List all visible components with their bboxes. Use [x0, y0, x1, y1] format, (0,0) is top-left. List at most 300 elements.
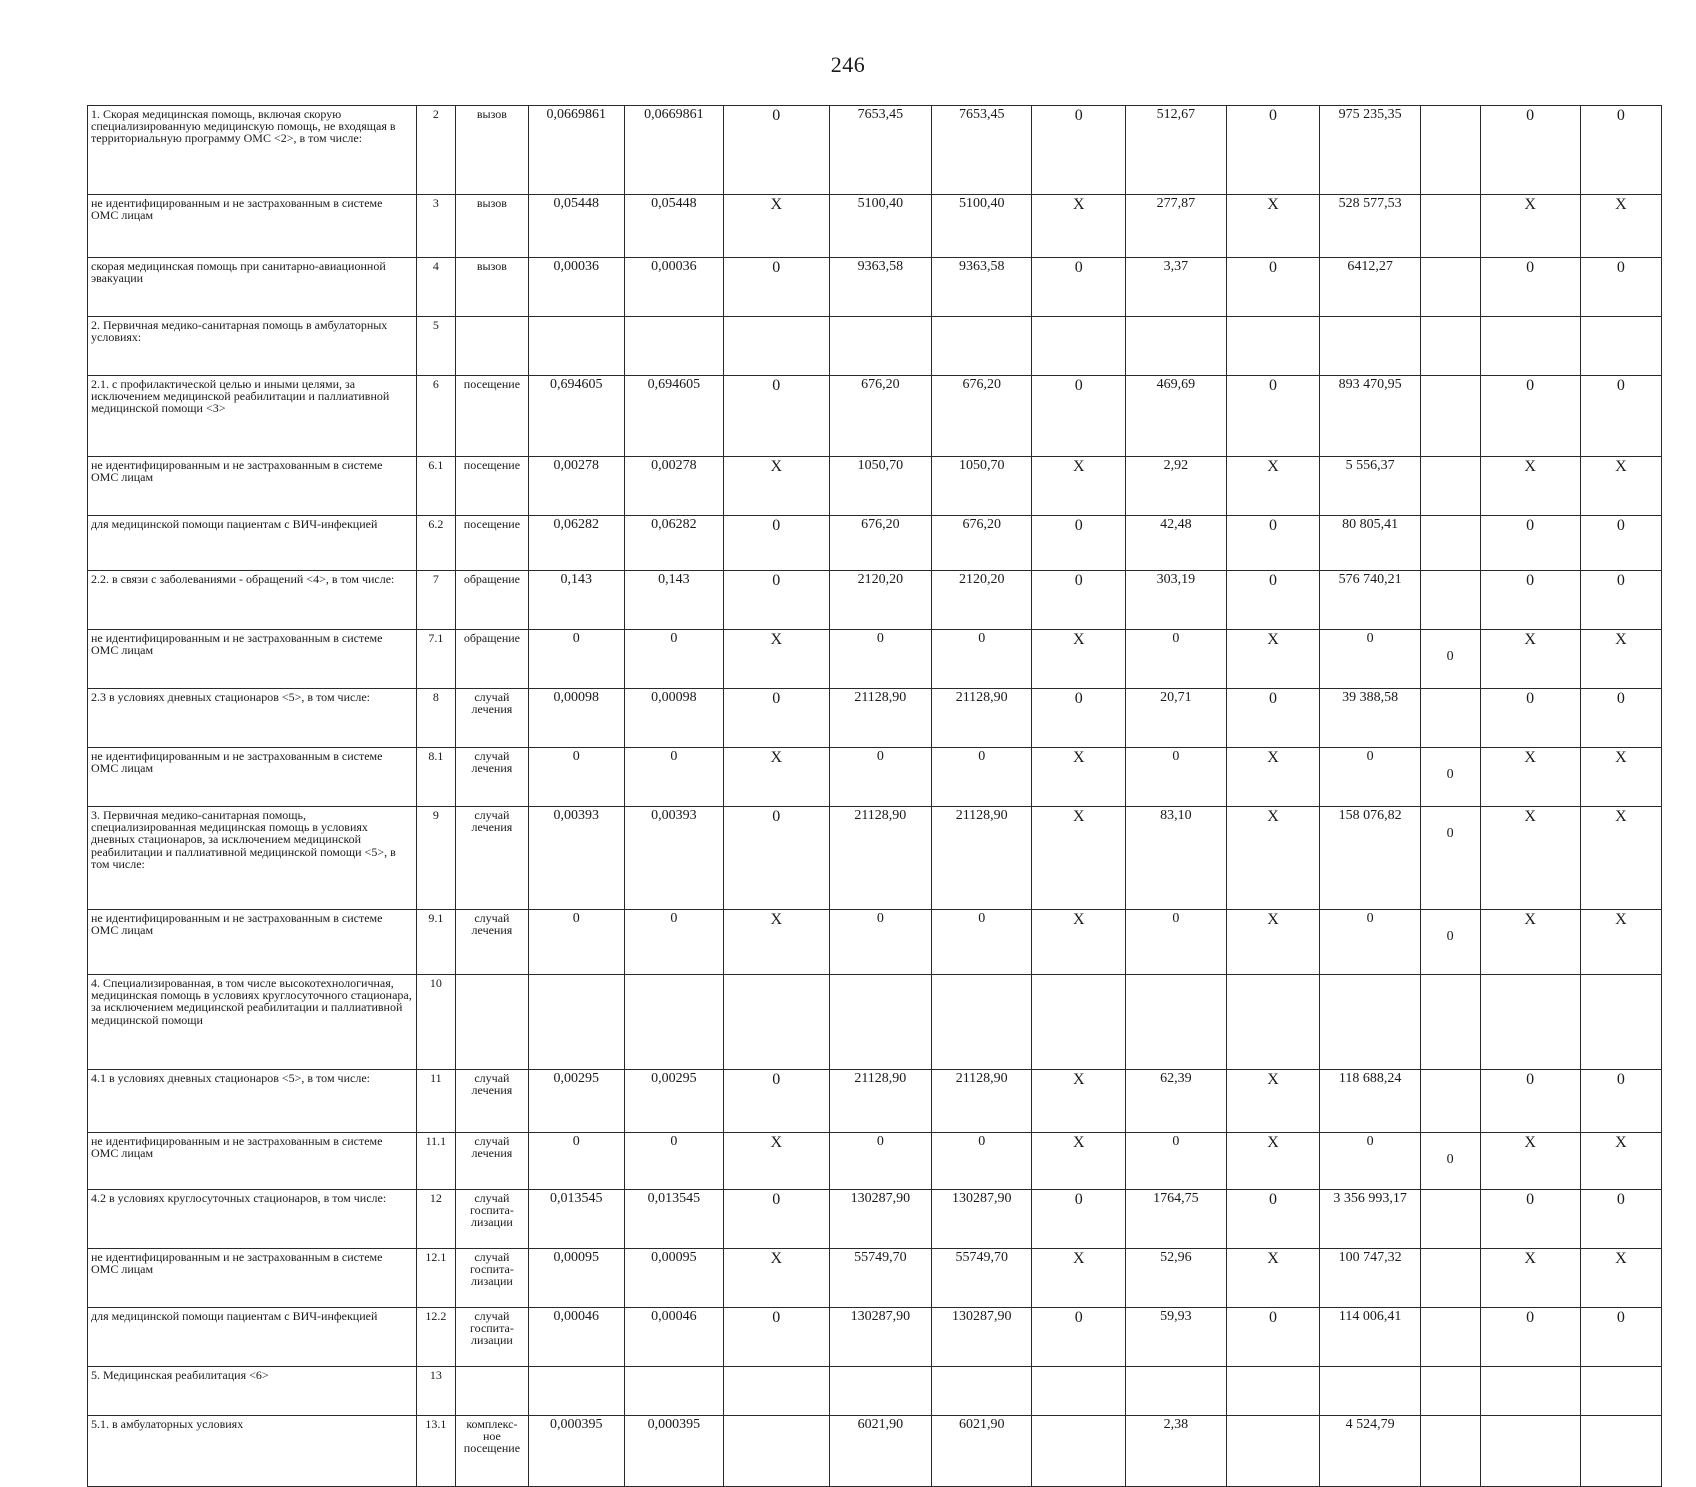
cell-c4: 676,20: [829, 516, 931, 571]
cell-c10: [1420, 376, 1480, 457]
cell-c5: 55749,70: [932, 1249, 1032, 1308]
cell-c3: 0: [723, 516, 829, 571]
cell-name: 4.2 в условиях круглосуточных стационаров, в том числе:: [88, 1190, 417, 1249]
cell-c11: 0: [1480, 516, 1580, 571]
cell-c11: X: [1480, 1133, 1580, 1190]
cell-c10: 0: [1420, 910, 1480, 975]
cell-c2: 0,06282: [624, 516, 723, 571]
table-body: [88, 106, 1662, 1487]
cell-c1: 0,00098: [528, 689, 624, 748]
cell-c2: 0,013545: [624, 1190, 723, 1249]
cell-c11: X: [1480, 195, 1580, 258]
cell-unit: случай лечения: [456, 807, 529, 910]
cell-c6: 0: [1032, 571, 1126, 630]
cell-c4: 7653,45: [829, 106, 931, 195]
cell-c12: [1580, 975, 1661, 1070]
cell-c1: 0,00036: [528, 258, 624, 317]
cell-c7: 2,38: [1126, 1416, 1226, 1487]
cell-c8: 0: [1226, 689, 1320, 748]
cell-c9: 6412,27: [1320, 258, 1420, 317]
cell-c8: X: [1226, 195, 1320, 258]
cell-c4: [829, 1367, 931, 1416]
cell-num: 4: [416, 258, 455, 317]
medical-care-volume-table: [87, 105, 1662, 1487]
cell-c12: [1580, 1367, 1661, 1416]
cell-c4: 6021,90: [829, 1416, 931, 1487]
cell-c5: 130287,90: [932, 1190, 1032, 1249]
cell-c2: 0,00295: [624, 1070, 723, 1133]
cell-num: 7: [416, 571, 455, 630]
cell-c10: 0: [1420, 807, 1480, 910]
cell-c4: 21128,90: [829, 807, 931, 910]
cell-c10: [1420, 571, 1480, 630]
cell-num: 11.1: [416, 1133, 455, 1190]
cell-c3: 0: [723, 1070, 829, 1133]
cell-c12: X: [1580, 195, 1661, 258]
cell-c1: [528, 975, 624, 1070]
cell-c12: 0: [1580, 1308, 1661, 1367]
cell-c2: 0: [624, 910, 723, 975]
table-row: [88, 748, 1662, 807]
table-row: [88, 106, 1662, 195]
cell-unit: посещение: [456, 376, 529, 457]
cell-c5: [932, 975, 1032, 1070]
cell-unit: комплекс-ное посещение: [456, 1416, 529, 1487]
cell-num: 3: [416, 195, 455, 258]
cell-c8: [1226, 975, 1320, 1070]
cell-c2: [624, 317, 723, 376]
cell-name: 2.3 в условиях дневных стационаров <5>, в том числе:: [88, 689, 417, 748]
cell-c11: [1480, 317, 1580, 376]
cell-c4: 0: [829, 1133, 931, 1190]
cell-c4: 0: [829, 910, 931, 975]
cell-c7: 0: [1126, 630, 1226, 689]
cell-name: 2.1. с профилактической целью и иными целями, за исключением медицинской реабилитации и паллиативной медицинской помощи <3>: [88, 376, 417, 457]
cell-c9: 0: [1320, 630, 1420, 689]
cell-c2: 0: [624, 630, 723, 689]
cell-c4: [829, 975, 931, 1070]
cell-c12: X: [1580, 1133, 1661, 1190]
cell-c10: [1420, 258, 1480, 317]
cell-c4: 1050,70: [829, 457, 931, 516]
cell-c3: X: [723, 1249, 829, 1308]
cell-c1: 0,013545: [528, 1190, 624, 1249]
cell-c6: X: [1032, 807, 1126, 910]
cell-c4: 130287,90: [829, 1308, 931, 1367]
cell-unit: посещение: [456, 516, 529, 571]
cell-num: 12.1: [416, 1249, 455, 1308]
cell-c4: 5100,40: [829, 195, 931, 258]
cell-c7: 303,19: [1126, 571, 1226, 630]
cell-c4: 21128,90: [829, 689, 931, 748]
cell-c3: X: [723, 1133, 829, 1190]
cell-unit: случай госпита-лизации: [456, 1190, 529, 1249]
table-row: [88, 1416, 1662, 1487]
cell-num: 10: [416, 975, 455, 1070]
cell-c6: 0: [1032, 258, 1126, 317]
cell-c12: 0: [1580, 516, 1661, 571]
cell-c3: [723, 975, 829, 1070]
cell-c4: 0: [829, 630, 931, 689]
cell-c10: [1420, 106, 1480, 195]
cell-c8: X: [1226, 748, 1320, 807]
cell-c11: X: [1480, 807, 1580, 910]
cell-num: 12.2: [416, 1308, 455, 1367]
cell-c11: X: [1480, 630, 1580, 689]
cell-name: не идентифицированным и не застрахованным в системе ОМС лицам: [88, 195, 417, 258]
cell-c11: X: [1480, 910, 1580, 975]
cell-c11: [1480, 1367, 1580, 1416]
cell-c9: 528 577,53: [1320, 195, 1420, 258]
cell-c5: [932, 317, 1032, 376]
cell-c7: 512,67: [1126, 106, 1226, 195]
cell-c3: X: [723, 457, 829, 516]
cell-c3: 0: [723, 571, 829, 630]
cell-name: не идентифицированным и не застрахованным в системе ОМС лицам: [88, 1133, 417, 1190]
table-row: [88, 910, 1662, 975]
cell-c6: 0: [1032, 1190, 1126, 1249]
cell-c2: 0,000395: [624, 1416, 723, 1487]
cell-c3: 0: [723, 1308, 829, 1367]
cell-num: 11: [416, 1070, 455, 1133]
cell-c3: X: [723, 630, 829, 689]
cell-c1: 0,06282: [528, 516, 624, 571]
cell-c10: [1420, 689, 1480, 748]
cell-c4: [829, 317, 931, 376]
table-row: [88, 1367, 1662, 1416]
cell-c4: 55749,70: [829, 1249, 931, 1308]
cell-c9: 3 356 993,17: [1320, 1190, 1420, 1249]
cell-c6: [1032, 317, 1126, 376]
cell-c1: 0,694605: [528, 376, 624, 457]
cell-name: 4. Специализированная, в том числе высокотехнологичная, медицинская помощь в условиях круглосуточного стационара, за исключением медицинской реабилитации и паллиативной медицинской помощи: [88, 975, 417, 1070]
cell-c5: 0: [932, 630, 1032, 689]
table-row: [88, 317, 1662, 376]
cell-c11: 0: [1480, 258, 1580, 317]
cell-c7: 59,93: [1126, 1308, 1226, 1367]
cell-c9: 0: [1320, 910, 1420, 975]
cell-num: 5: [416, 317, 455, 376]
cell-unit: посещение: [456, 457, 529, 516]
cell-c11: 0: [1480, 1308, 1580, 1367]
cell-c1: [528, 1367, 624, 1416]
table-row: [88, 195, 1662, 258]
cell-c8: X: [1226, 1249, 1320, 1308]
cell-unit: вызов: [456, 258, 529, 317]
cell-c6: X: [1032, 457, 1126, 516]
cell-c2: [624, 1367, 723, 1416]
cell-unit: случай лечения: [456, 748, 529, 807]
table-row: [88, 258, 1662, 317]
cell-c5: 21128,90: [932, 1070, 1032, 1133]
cell-c9: [1320, 317, 1420, 376]
cell-name: 2. Первичная медико-санитарная помощь в амбулаторных условиях:: [88, 317, 417, 376]
cell-c10: [1420, 1190, 1480, 1249]
cell-c1: 0,00095: [528, 1249, 624, 1308]
cell-num: 8.1: [416, 748, 455, 807]
cell-unit: случай госпита-лизации: [456, 1308, 529, 1367]
cell-c9: 0: [1320, 748, 1420, 807]
cell-c8: 0: [1226, 106, 1320, 195]
cell-c5: 676,20: [932, 516, 1032, 571]
cell-c8: X: [1226, 457, 1320, 516]
cell-c7: 83,10: [1126, 807, 1226, 910]
cell-c7: 2,92: [1126, 457, 1226, 516]
cell-c6: X: [1032, 630, 1126, 689]
table-row: [88, 1133, 1662, 1190]
table-row: [88, 807, 1662, 910]
cell-c8: X: [1226, 1070, 1320, 1133]
cell-c3: [723, 317, 829, 376]
cell-name: 4.1 в условиях дневных стационаров <5>, в том числе:: [88, 1070, 417, 1133]
cell-c6: [1032, 1416, 1126, 1487]
cell-c10: [1420, 516, 1480, 571]
cell-c12: 0: [1580, 1070, 1661, 1133]
cell-name: для медицинской помощи пациентам с ВИЧ-инфекцией: [88, 1308, 417, 1367]
cell-unit: [456, 1367, 529, 1416]
table-row: [88, 571, 1662, 630]
cell-c8: 0: [1226, 516, 1320, 571]
cell-c7: [1126, 317, 1226, 376]
cell-c6: X: [1032, 195, 1126, 258]
cell-c11: [1480, 1416, 1580, 1487]
cell-c8: [1226, 317, 1320, 376]
cell-num: 9.1: [416, 910, 455, 975]
cell-c8: X: [1226, 1133, 1320, 1190]
cell-c12: [1580, 1416, 1661, 1487]
cell-c11: 0: [1480, 1190, 1580, 1249]
cell-c6: 0: [1032, 516, 1126, 571]
cell-c2: 0,0669861: [624, 106, 723, 195]
cell-c9: 100 747,32: [1320, 1249, 1420, 1308]
cell-unit: обращение: [456, 571, 529, 630]
cell-name: 3. Первичная медико-санитарная помощь, специализированная медицинская помощь в условиях дневных стационаров, за исключением медицинской реабилитации и паллиативной медицинской помощи <5>, в том числе:: [88, 807, 417, 910]
table-row: [88, 1070, 1662, 1133]
cell-unit: случай лечения: [456, 689, 529, 748]
cell-name: скорая медицинская помощь при санитарно-авиационной эвакуации: [88, 258, 417, 317]
cell-num: 2: [416, 106, 455, 195]
cell-c10: [1420, 317, 1480, 376]
cell-c7: [1126, 1367, 1226, 1416]
cell-c7: 0: [1126, 910, 1226, 975]
cell-name: 5. Медицинская реабилитация <6>: [88, 1367, 417, 1416]
cell-c10: 0: [1420, 630, 1480, 689]
table-row: [88, 975, 1662, 1070]
cell-c4: 21128,90: [829, 1070, 931, 1133]
cell-c2: 0,694605: [624, 376, 723, 457]
cell-c12: 0: [1580, 376, 1661, 457]
cell-num: 8: [416, 689, 455, 748]
cell-c10: [1420, 975, 1480, 1070]
cell-unit: обращение: [456, 630, 529, 689]
cell-c5: 21128,90: [932, 689, 1032, 748]
cell-c1: 0: [528, 748, 624, 807]
cell-unit: вызов: [456, 195, 529, 258]
cell-c8: X: [1226, 630, 1320, 689]
cell-c1: 0,00393: [528, 807, 624, 910]
table-row: [88, 689, 1662, 748]
cell-c7: 3,37: [1126, 258, 1226, 317]
cell-unit: случай лечения: [456, 1133, 529, 1190]
cell-c11: 0: [1480, 106, 1580, 195]
cell-c9: 893 470,95: [1320, 376, 1420, 457]
cell-name: 1. Скорая медицинская помощь, включая скорую специализированную медицинскую помощь, не входящая в территориальную программу ОМС <2>, в том числе:: [88, 106, 417, 195]
cell-c2: 0: [624, 1133, 723, 1190]
cell-name: 5.1. в амбулаторных условиях: [88, 1416, 417, 1487]
cell-c12: X: [1580, 1249, 1661, 1308]
cell-c5: 676,20: [932, 376, 1032, 457]
cell-c3: 0: [723, 689, 829, 748]
cell-num: 13.1: [416, 1416, 455, 1487]
cell-c1: 0: [528, 630, 624, 689]
cell-c11: X: [1480, 1249, 1580, 1308]
cell-num: 6.1: [416, 457, 455, 516]
table-row: [88, 630, 1662, 689]
cell-c7: [1126, 975, 1226, 1070]
cell-num: 7.1: [416, 630, 455, 689]
cell-c12: 0: [1580, 571, 1661, 630]
cell-c10: [1420, 1249, 1480, 1308]
cell-c6: X: [1032, 1249, 1126, 1308]
cell-c6: 0: [1032, 106, 1126, 195]
cell-c9: 5 556,37: [1320, 457, 1420, 516]
cell-c12: 0: [1580, 258, 1661, 317]
cell-c8: 0: [1226, 1190, 1320, 1249]
cell-unit: [456, 317, 529, 376]
cell-c1: 0: [528, 910, 624, 975]
cell-c11: X: [1480, 457, 1580, 516]
cell-c1: 0,00295: [528, 1070, 624, 1133]
cell-c6: X: [1032, 910, 1126, 975]
cell-c9: 975 235,35: [1320, 106, 1420, 195]
cell-c2: [624, 975, 723, 1070]
cell-c2: 0,00036: [624, 258, 723, 317]
cell-c6: 0: [1032, 376, 1126, 457]
cell-c3: 0: [723, 258, 829, 317]
cell-c7: 62,39: [1126, 1070, 1226, 1133]
cell-c5: 1050,70: [932, 457, 1032, 516]
cell-c1: 0,00278: [528, 457, 624, 516]
cell-c1: 0,143: [528, 571, 624, 630]
cell-c8: X: [1226, 910, 1320, 975]
cell-c9: 158 076,82: [1320, 807, 1420, 910]
cell-c3: X: [723, 195, 829, 258]
cell-c12: [1580, 317, 1661, 376]
cell-c2: 0,00098: [624, 689, 723, 748]
cell-c12: X: [1580, 457, 1661, 516]
cell-c6: [1032, 975, 1126, 1070]
cell-c3: 0: [723, 807, 829, 910]
cell-c12: X: [1580, 748, 1661, 807]
cell-c9: [1320, 1367, 1420, 1416]
cell-c2: 0,00393: [624, 807, 723, 910]
cell-c5: 21128,90: [932, 807, 1032, 910]
cell-c2: 0: [624, 748, 723, 807]
cell-c12: X: [1580, 910, 1661, 975]
table-row: [88, 516, 1662, 571]
cell-c8: 0: [1226, 376, 1320, 457]
cell-c10: [1420, 195, 1480, 258]
cell-c12: 0: [1580, 1190, 1661, 1249]
cell-c1: 0,00046: [528, 1308, 624, 1367]
cell-c6: X: [1032, 1070, 1126, 1133]
cell-c12: X: [1580, 807, 1661, 910]
cell-c10: [1420, 457, 1480, 516]
cell-c12: 0: [1580, 106, 1661, 195]
cell-c9: 0: [1320, 1133, 1420, 1190]
cell-c5: [932, 1367, 1032, 1416]
cell-c1: 0: [528, 1133, 624, 1190]
table-row: [88, 376, 1662, 457]
cell-c8: 0: [1226, 258, 1320, 317]
cell-unit: случай лечения: [456, 1070, 529, 1133]
cell-c7: 469,69: [1126, 376, 1226, 457]
cell-c7: 1764,75: [1126, 1190, 1226, 1249]
cell-c7: 0: [1126, 748, 1226, 807]
cell-c10: [1420, 1070, 1480, 1133]
cell-name: не идентифицированным и не застрахованным в системе ОМС лицам: [88, 910, 417, 975]
cell-c11: 0: [1480, 376, 1580, 457]
cell-c7: 42,48: [1126, 516, 1226, 571]
cell-c7: 20,71: [1126, 689, 1226, 748]
cell-name: 2.2. в связи с заболеваниями - обращений <4>, в том числе:: [88, 571, 417, 630]
cell-c7: 0: [1126, 1133, 1226, 1190]
cell-unit: вызов: [456, 106, 529, 195]
cell-c5: 130287,90: [932, 1308, 1032, 1367]
table-row: [88, 1190, 1662, 1249]
cell-c2: 0,143: [624, 571, 723, 630]
cell-c6: [1032, 1367, 1126, 1416]
cell-c11: X: [1480, 748, 1580, 807]
cell-c7: 52,96: [1126, 1249, 1226, 1308]
cell-num: 12: [416, 1190, 455, 1249]
cell-c9: [1320, 975, 1420, 1070]
cell-c1: 0,0669861: [528, 106, 624, 195]
table-row: [88, 1308, 1662, 1367]
cell-c11: [1480, 975, 1580, 1070]
cell-c10: [1420, 1308, 1480, 1367]
cell-c9: 4 524,79: [1320, 1416, 1420, 1487]
cell-num: 9: [416, 807, 455, 910]
table-row: [88, 1249, 1662, 1308]
cell-c10: 0: [1420, 1133, 1480, 1190]
cell-num: 6: [416, 376, 455, 457]
cell-c5: 9363,58: [932, 258, 1032, 317]
cell-c11: 0: [1480, 571, 1580, 630]
cell-unit: случай госпита-лизации: [456, 1249, 529, 1308]
cell-c3: 0: [723, 376, 829, 457]
cell-c3: 0: [723, 106, 829, 195]
cell-c2: 0,00278: [624, 457, 723, 516]
cell-c6: X: [1032, 748, 1126, 807]
cell-c5: 0: [932, 748, 1032, 807]
cell-c8: [1226, 1367, 1320, 1416]
cell-name: не идентифицированным и не застрахованным в системе ОМС лицам: [88, 630, 417, 689]
cell-c4: 0: [829, 748, 931, 807]
cell-c12: X: [1580, 630, 1661, 689]
cell-c9: 39 388,58: [1320, 689, 1420, 748]
cell-c5: 6021,90: [932, 1416, 1032, 1487]
cell-c11: 0: [1480, 1070, 1580, 1133]
cell-c9: 576 740,21: [1320, 571, 1420, 630]
cell-c6: X: [1032, 1133, 1126, 1190]
cell-c3: [723, 1416, 829, 1487]
cell-c12: 0: [1580, 689, 1661, 748]
cell-name: не идентифицированным и не застрахованным в системе ОМС лицам: [88, 1249, 417, 1308]
cell-c8: 0: [1226, 571, 1320, 630]
cell-c1: [528, 317, 624, 376]
cell-unit: [456, 975, 529, 1070]
